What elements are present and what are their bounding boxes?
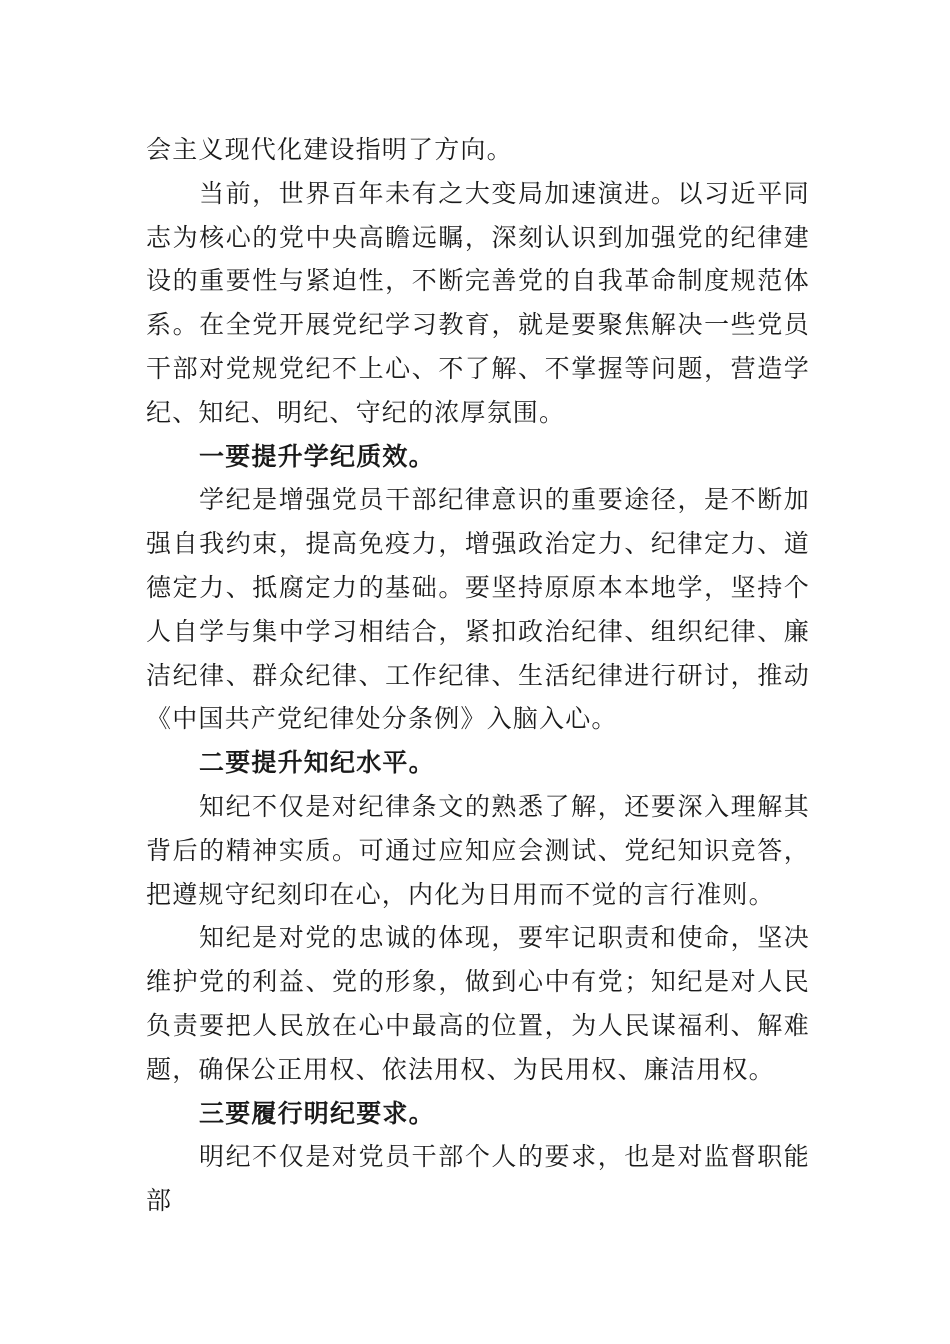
section-heading-3: 三要履行明纪要求。 (199, 1098, 435, 1128)
paragraph-continuation: 会主义现代化建设指明了方向。 (146, 135, 513, 164)
section-heading-2: 二要提升知纪水平。 (199, 748, 435, 778)
paragraph-know-discipline-1: 知纪不仅是对纪律条文的熟悉了解，还要深入理解其背后的精神实质。可通过应知应会测试、党纪知识竞答，把遵规守纪刻印在心，内化为日用而不觉的言行准则。 (146, 791, 810, 909)
paragraph-know-discipline-2: 知纪是对党的忠诚的体现，要牢记职责和使命，坚决维护党的利益、党的形象，做到心中有党；知纪是对人民负责要把人民放在心中最高的位置，为人民谋福利、解难题，确保公正用权、依法用权、为民用权、廉洁用权。 (146, 923, 810, 1084)
paragraph-understand-discipline: 明纪不仅是对党员干部个人的要求，也是对监督职能部 (146, 1142, 810, 1216)
section-heading-1: 一要提升学纪质效。 (199, 441, 435, 471)
document-body (146, 128, 810, 1223)
paragraph-learn-discipline: 学纪是增强党员干部纪律意识的重要途径，是不断加强自我约束，提高免疫力，增强政治定力、纪律定力、道德定力、抵腐定力的基础。要坚持原原本本地学，坚持个人自学与集中学习相结合，紧扣政治纪律、组织纪律、廉洁纪律、群众纪律、工作纪律、生活纪律进行研讨，推动《中国共产党纪律处分条例》入脑入心。 (146, 485, 810, 734)
paragraph-context: 当前，世界百年未有之大变局加速演进。以习近平同志为核心的党中央高瞻远瞩，深刻认识到加强党的纪律建设的重要性与紧迫性，不断完善党的自我革命制度规范体系。在全党开展党纪学习教育，就是要聚焦解决一些党员干部对党规党纪不上心、不了解、不掌握等问题，营造学纪、知纪、明纪、守纪的浓厚氛围。 (146, 178, 810, 427)
